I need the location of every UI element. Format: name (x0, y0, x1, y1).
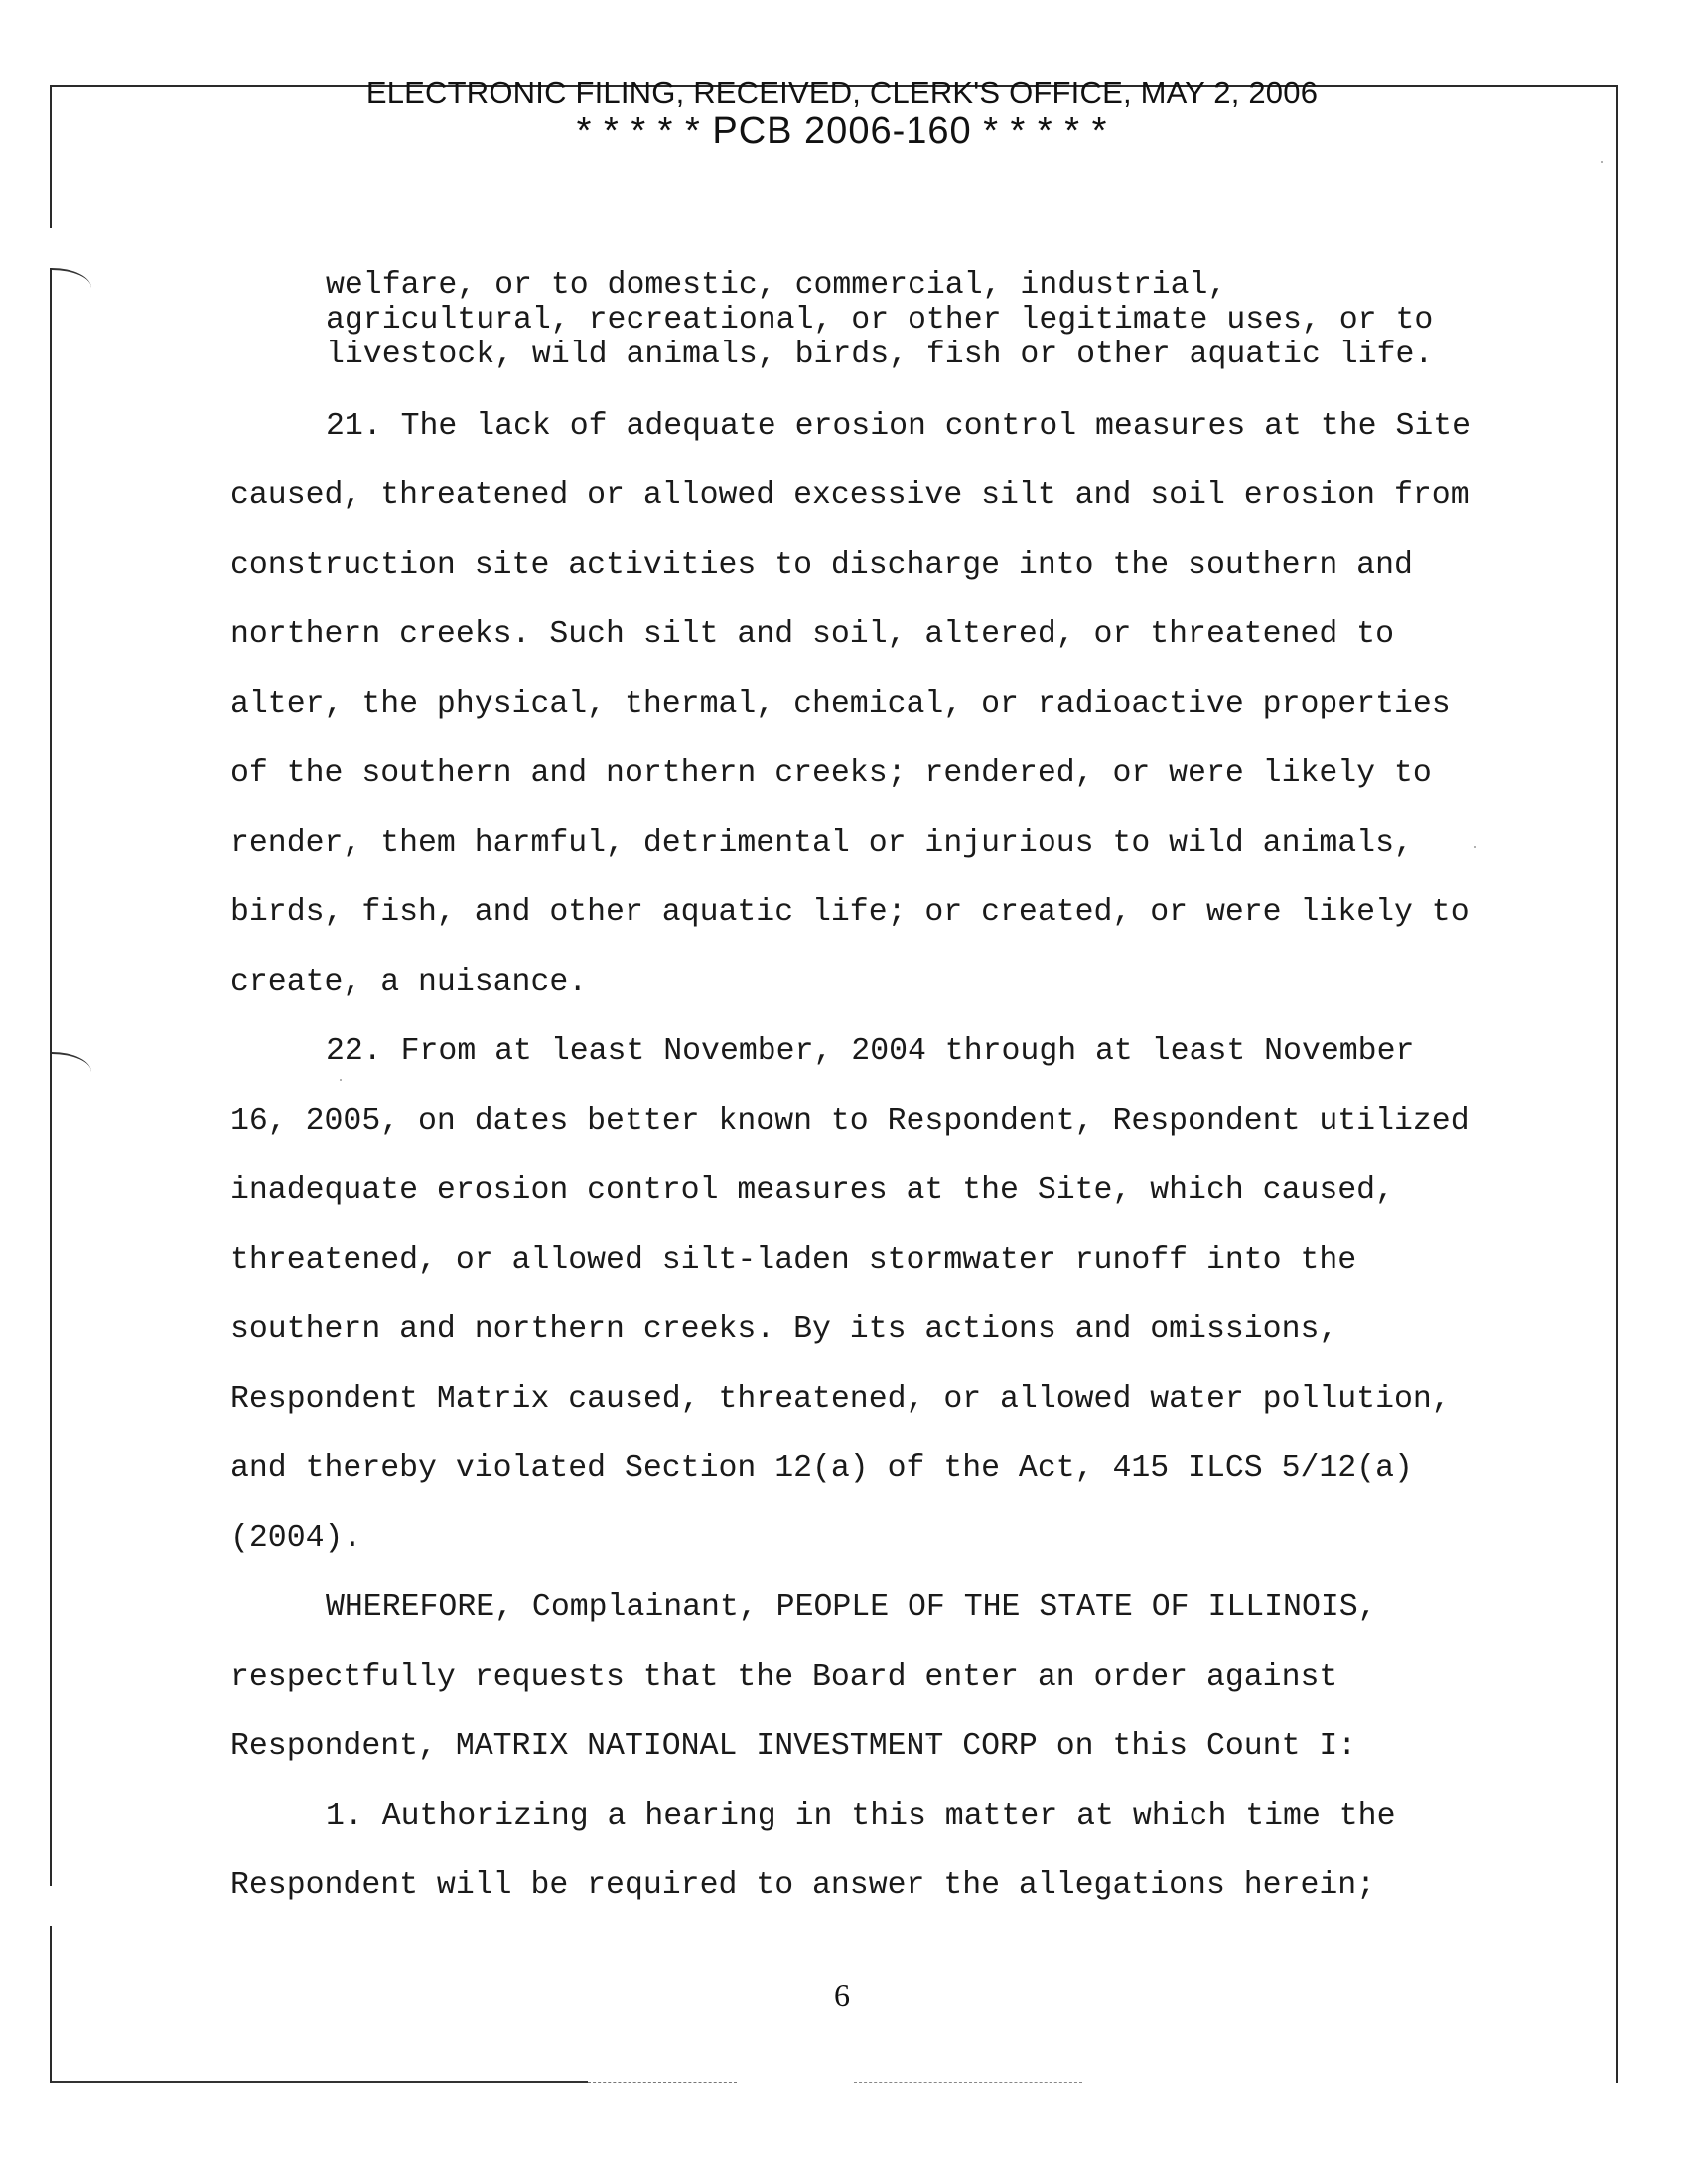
relief-item-1: 1. Authorizing a hearing in this matter at which time the Respondent will be required to answer the allegations herein; (230, 1799, 1396, 1903)
filing-line: ELECTRONIC FILING, RECEIVED, CLERK'S OFFICE, MAY 2, 2006 (365, 75, 1319, 110)
scan-frame-gap (46, 1886, 54, 1926)
case-number-line: * * * * * PCB 2006-160 * * * * * (576, 110, 1108, 152)
scan-speck (1601, 161, 1603, 163)
binding-mark (52, 268, 91, 290)
scan-frame-bottom-dashed (588, 2082, 737, 2083)
filing-stamp-header (0, 75, 1684, 151)
paragraph-21: 21. The lack of adequate erosion control measures at the Site caused, threatened or allowed excessive silt and soil erosion from construction site activities to discharge into the southern and northern creeks. Such silt and soil, altered, or threatened to alter, the physical, thermal, chemical, or radioactive properties of the southern and northern creeks; rendered, or were likely to render, them harmful, detrimental or injurious to wild animals, birds, fish, and other aquatic life; or created, or were likely to create, a nuisance. (230, 409, 1472, 1000)
scan-frame-gap (46, 228, 54, 268)
scan-frame-right (1616, 85, 1618, 2083)
quoted-block: welfare, or to domestic, commercial, industrial, agricultural, recreational, or other legitimate uses, or to livestock, wild animals, birds, fish or other aquatic life. (326, 268, 1434, 372)
scan-frame-bottom-dashed-right (854, 2082, 1082, 2083)
paragraph-22: 22. From at least November, 2004 through at least November 16, 2005, on dates better known to Respondent, Respondent utilized inadequate erosion control measures at the Site, which caused, threatened, or allowed silt-laden stormwater runoff into the southern and northern creeks. By its actions and omissions, Respondent Matrix caused, threatened, or allowed water pollution, and thereby violated Section 12(a) of the Act, 415 ILCS 5/12(a) (2004). (230, 1034, 1470, 1556)
wherefore-clause: WHEREFORE, Complainant, PEOPLE OF THE STATE OF ILLINOIS, respectfully requests that the Board enter an order against Respondent, MATRIX NATIONAL INVESTMENT CORP on this Count I: (230, 1590, 1377, 1764)
binding-mark (52, 1052, 91, 1074)
scan-speck (1474, 846, 1476, 848)
scan-frame-left (50, 85, 52, 2083)
document-body (230, 268, 1472, 1921)
scan-frame-bottom (52, 2081, 588, 2083)
page-number: 6 (834, 1978, 850, 2013)
